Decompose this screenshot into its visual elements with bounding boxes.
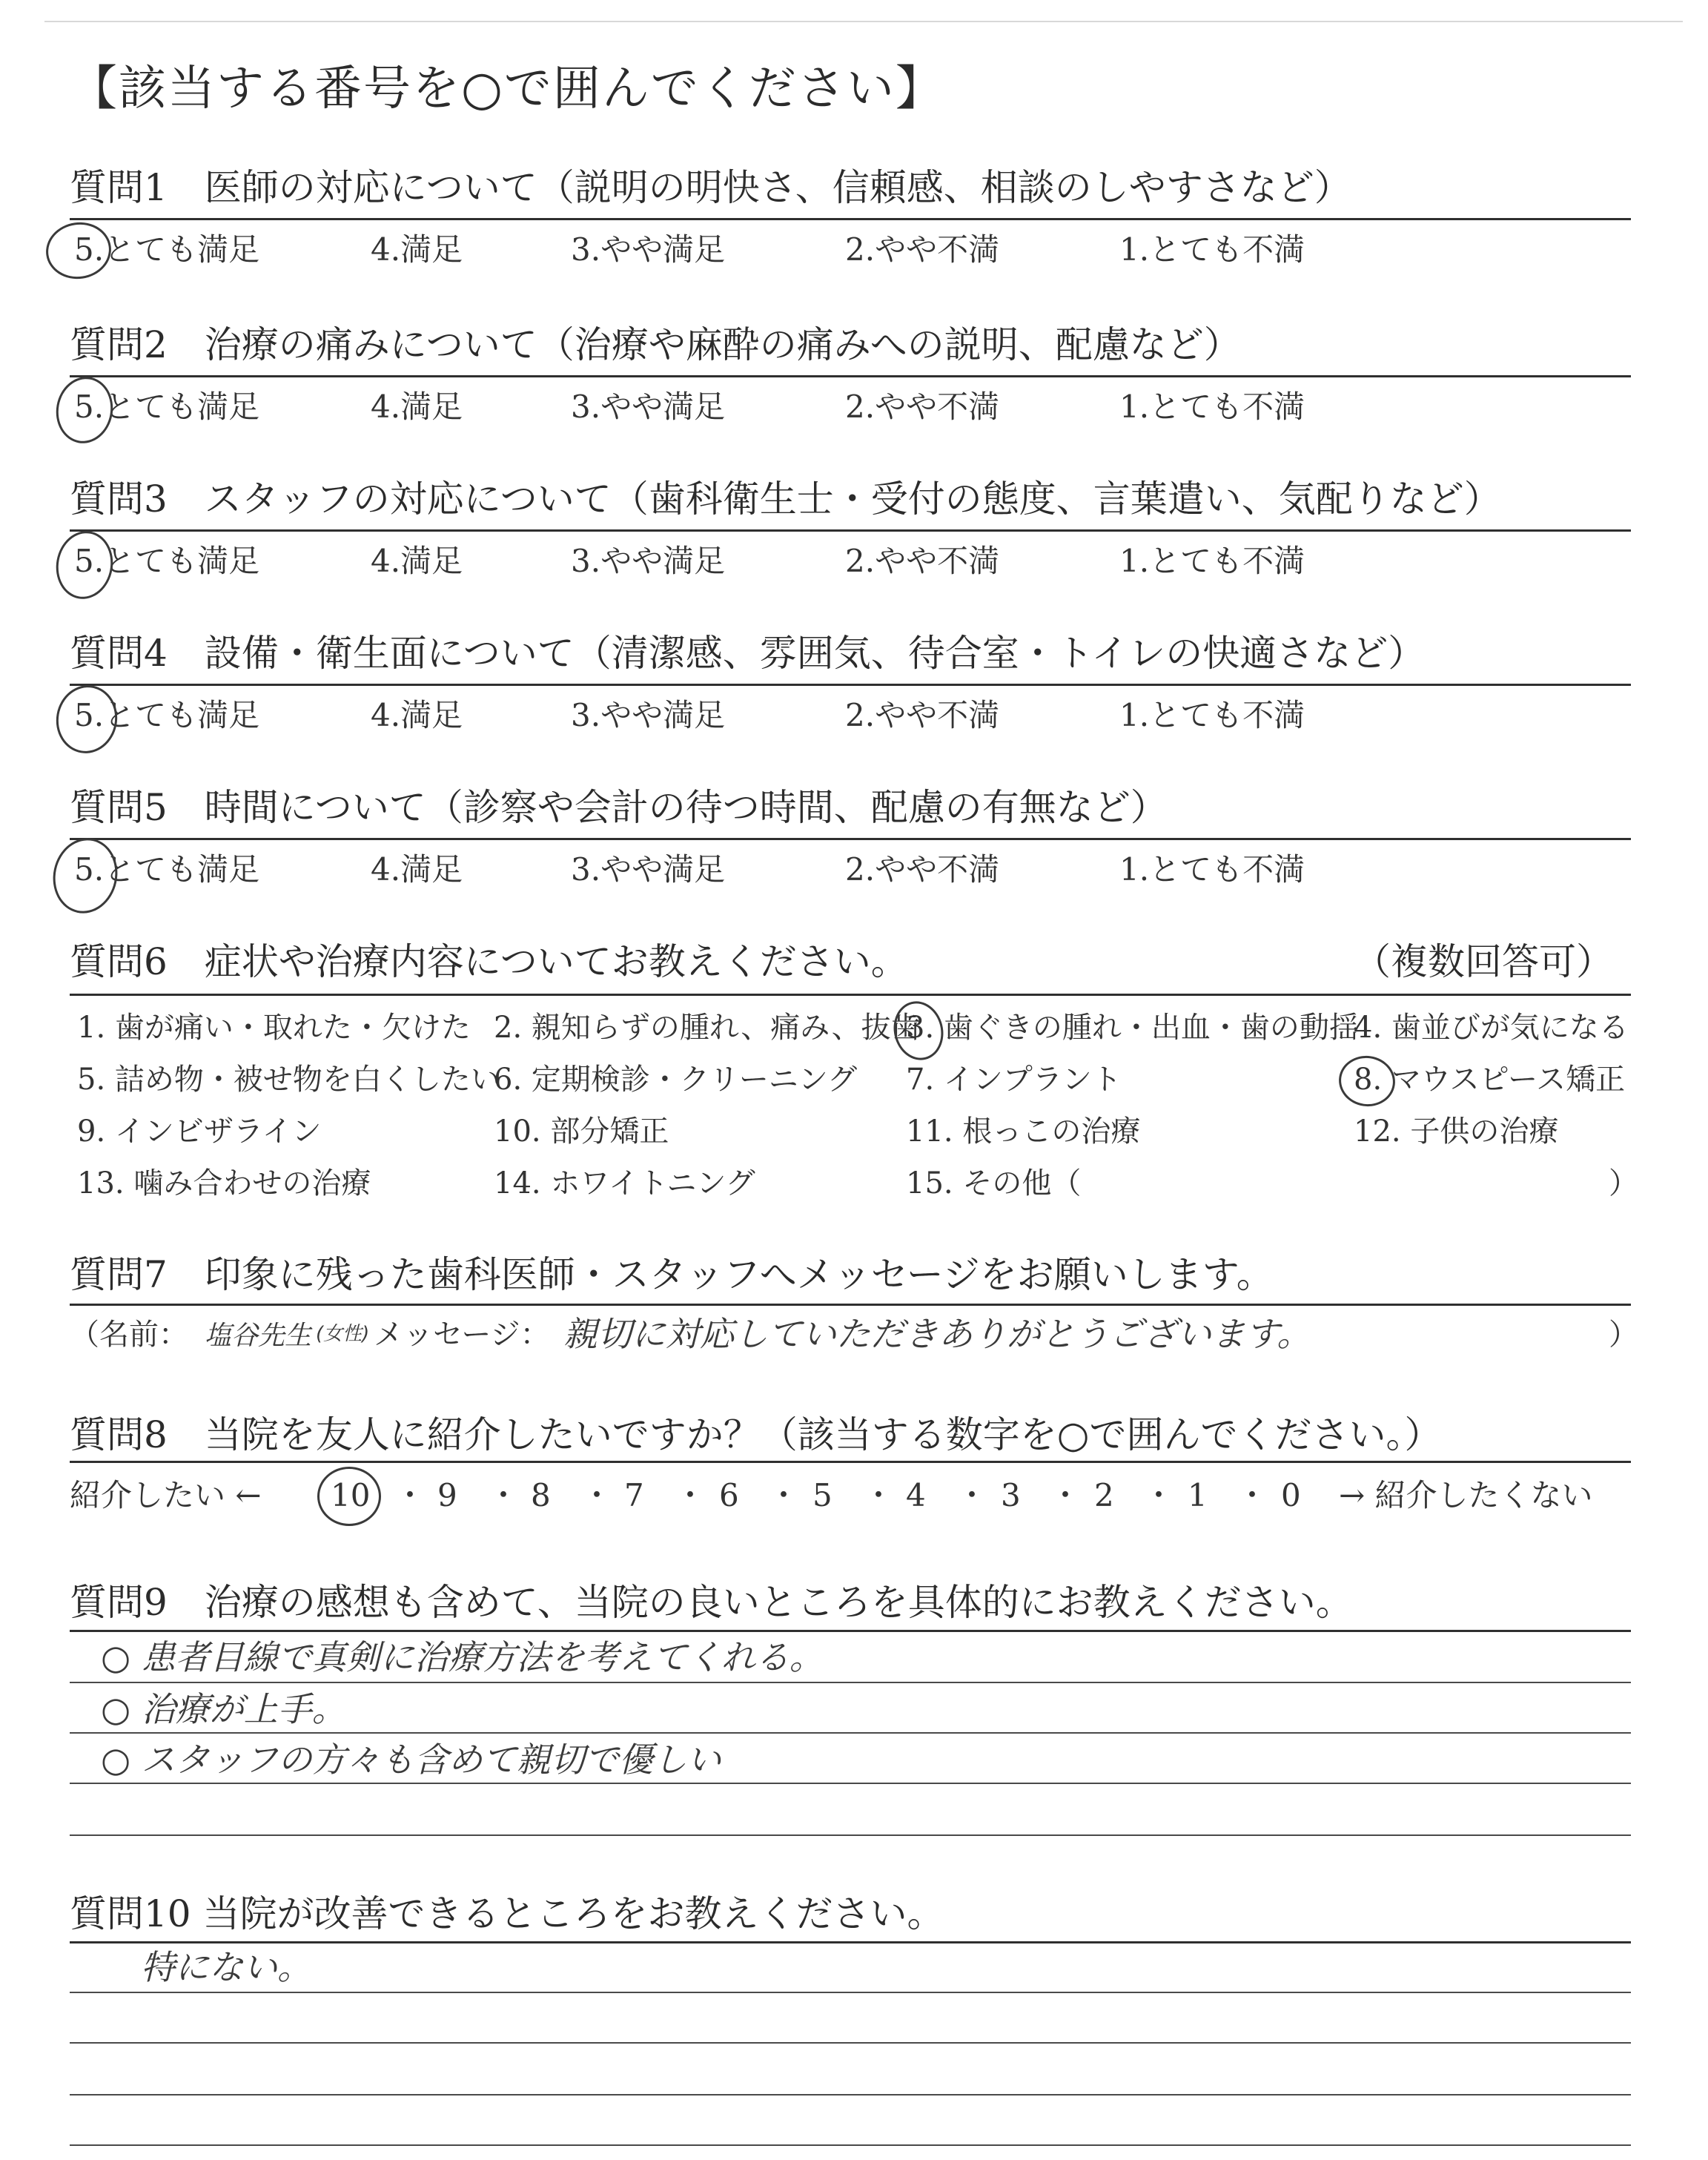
q2-selected-circle	[51, 372, 118, 448]
q8-left-label: 紹介したい ←	[70, 1477, 262, 1513]
question-7-label: 質問7 印象に残った歯科医師・スタッフへメッセージをお願いします。	[70, 1253, 1274, 1296]
q10-answer-line-3	[70, 2094, 1631, 2095]
q6-item-5[interactable]: 5. 詰め物・被せ物を白くしたい	[77, 1063, 500, 1097]
q10-answer: 特にない。	[141, 1947, 311, 1987]
question-10-rule	[70, 1941, 1631, 1943]
q6-item-8[interactable]: 8. マウスピース矯正	[1354, 1063, 1626, 1097]
q6-item-1[interactable]: 1. 歯が痛い・取れた・欠けた	[77, 1011, 471, 1045]
q8-scale-6[interactable]: 6	[719, 1477, 739, 1513]
q2-option-1[interactable]: 1.とても不満	[1119, 389, 1305, 425]
question-7-rule	[70, 1304, 1631, 1306]
q7-message-value: 親切に対応していただきありがとうございます。	[563, 1314, 1311, 1354]
q3-selected-circle	[51, 526, 119, 604]
q1-option-2[interactable]: 2.やや不満	[845, 231, 1000, 268]
q5-option-3[interactable]: 3.やや満足	[571, 851, 726, 888]
q5-option-4[interactable]: 4.満足	[371, 851, 463, 888]
q7-name-suffix: (女性)	[316, 1323, 370, 1345]
q6-item-2[interactable]: 2. 親知らずの腫れ、痛み、抜歯	[494, 1011, 921, 1045]
q1-option-1[interactable]: 1.とても不満	[1119, 231, 1305, 268]
question-10-label: 質問10 当院が改善できるところをお教えください。	[70, 1892, 944, 1935]
q2-option-3[interactable]: 3.やや満足	[571, 389, 726, 425]
question-2-label: 質問2 治療の痛みについて（治療や麻酔の痛みへの説明、配慮など）	[70, 323, 1241, 366]
q6-item-13[interactable]: 13. 噛み合わせの治療	[77, 1166, 371, 1200]
question-3-rule	[70, 529, 1631, 532]
q3-option-3[interactable]: 3.やや満足	[571, 543, 726, 579]
q8-right-label: → 紹介したくない	[1339, 1477, 1593, 1513]
q6-item-6[interactable]: 6. 定期検診・クリーニング	[494, 1063, 858, 1097]
question-4-label: 質問4 設備・衛生面について（清潔感、雰囲気、待合室・トイレの快適さなど）	[70, 632, 1426, 675]
q8-scale-9[interactable]: 9	[437, 1477, 457, 1513]
q7-name-value: 塩谷先生	[205, 1321, 312, 1351]
top-rule	[44, 21, 1683, 22]
q8-scale-4[interactable]: 4	[906, 1477, 926, 1513]
q9-answer-line-3	[70, 1783, 1631, 1784]
q6-item-4[interactable]: 4. 歯並びが気になる	[1354, 1011, 1629, 1045]
question-8-rule	[70, 1461, 1631, 1463]
q6-item-15-close: ）	[1609, 1166, 1638, 1200]
q4-option-1[interactable]: 1.とても不満	[1119, 697, 1305, 733]
question-5-label: 質問5 時間について（診察や会計の待つ時間、配慮の有無など）	[70, 786, 1168, 829]
q6-item-10[interactable]: 10. 部分矯正	[494, 1114, 669, 1149]
page-title: 【該当する番号を○で囲んでください】	[70, 62, 944, 116]
q6-item-3[interactable]: 3. 歯ぐきの腫れ・出血・歯の動揺	[906, 1011, 1359, 1045]
q10-answer-line-2	[70, 2042, 1631, 2044]
q6-item-12[interactable]: 12. 子供の治療	[1354, 1114, 1559, 1149]
q1-option-3[interactable]: 3.やや満足	[571, 231, 726, 268]
q8-selected-circle	[317, 1467, 381, 1526]
q9-answer-line-2	[70, 1732, 1631, 1734]
q3-option-4[interactable]: 4.満足	[371, 543, 463, 579]
question-6-rule	[70, 994, 1631, 996]
question-6-note: （複数回答可）	[1354, 940, 1613, 983]
question-2-rule	[70, 375, 1631, 377]
q8-scale-0[interactable]: 0	[1281, 1477, 1301, 1513]
q2-option-2[interactable]: 2.やや不満	[845, 389, 1000, 425]
q6-item-9[interactable]: 9. インビザライン	[77, 1114, 322, 1149]
question-6-label: 質問6 症状や治療内容についてお教えください。	[70, 940, 908, 983]
q6-item-14[interactable]: 14. ホワイトニング	[494, 1166, 755, 1200]
q2-option-5[interactable]: 5.とても満足	[74, 389, 260, 425]
q3-option-5[interactable]: 5.とても満足	[74, 543, 260, 579]
q1-selected-circle	[42, 218, 115, 283]
q9-answer-1: ○ 患者目線で真剣に治療方法を考えてくれる。	[101, 1637, 824, 1677]
q8-scale-10[interactable]: 10	[331, 1477, 371, 1513]
question-9-rule	[70, 1630, 1631, 1632]
q6-item-11[interactable]: 11. 根っこの治療	[906, 1114, 1141, 1149]
q3-option-1[interactable]: 1.とても不満	[1119, 543, 1305, 579]
q3-option-2[interactable]: 2.やや不満	[845, 543, 1000, 579]
question-5-rule	[70, 838, 1631, 840]
q6-item-3-circle	[887, 996, 949, 1066]
question-3-label: 質問3 スタッフの対応について（歯科衛生士・受付の態度、言葉遣い、気配りなど）	[70, 478, 1501, 521]
q7-message-label: メッセージ：	[374, 1318, 550, 1352]
q5-option-5[interactable]: 5.とても満足	[74, 851, 260, 888]
q6-item-15[interactable]: 15. その他（	[906, 1166, 1082, 1200]
q5-option-1[interactable]: 1.とても不満	[1119, 851, 1305, 888]
q5-option-2[interactable]: 2.やや不満	[845, 851, 1000, 888]
q6-item-8-circle	[1336, 1052, 1399, 1110]
q2-option-4[interactable]: 4.満足	[371, 389, 463, 425]
q4-selected-circle	[51, 681, 123, 759]
q7-close-paren: ）	[1609, 1318, 1638, 1352]
q8-scale-2[interactable]: 2	[1094, 1477, 1114, 1513]
q5-selected-circle	[46, 832, 124, 919]
q10-answer-line-1	[70, 1992, 1631, 1993]
q4-option-5[interactable]: 5.とても満足	[74, 697, 260, 733]
q1-option-5[interactable]: 5.とても満足	[74, 231, 260, 268]
q4-option-4[interactable]: 4.満足	[371, 697, 463, 733]
q9-answer-2: ○ 治療が上手。	[101, 1689, 346, 1729]
q1-option-4[interactable]: 4.満足	[371, 231, 463, 268]
q6-item-7[interactable]: 7. インプラント	[906, 1063, 1122, 1097]
q9-answer-3: ○ スタッフの方々も含めて親切で優しい	[101, 1740, 721, 1780]
q9-answer-line-1	[70, 1682, 1631, 1683]
q8-scale-7[interactable]: 7	[624, 1477, 644, 1513]
q4-option-3[interactable]: 3.やや満足	[571, 697, 726, 733]
question-9-label: 質問9 治療の感想も含めて、当院の良いところを具体的にお教えください。	[70, 1581, 1353, 1624]
q8-scale-5[interactable]: 5	[812, 1477, 833, 1513]
q7-name-prefix: （名前：	[70, 1318, 188, 1352]
q4-option-2[interactable]: 2.やや不満	[845, 697, 1000, 733]
question-8-label: 質問8 当院を友人に紹介したいですか？（該当する数字を○で囲んでください。）	[70, 1413, 1442, 1456]
q10-answer-line-4	[70, 2144, 1631, 2146]
question-1-label: 質問1 医師の対応について（説明の明快さ、信頼感、相談のしやすさなど）	[70, 166, 1351, 209]
question-1-rule	[70, 218, 1631, 220]
q8-scale-1[interactable]: 1	[1188, 1477, 1208, 1513]
question-4-rule	[70, 684, 1631, 686]
q9-answer-line-4	[70, 1834, 1631, 1836]
q8-scale-8[interactable]: 8	[531, 1477, 551, 1513]
q8-scale-3[interactable]: 3	[1001, 1477, 1021, 1513]
